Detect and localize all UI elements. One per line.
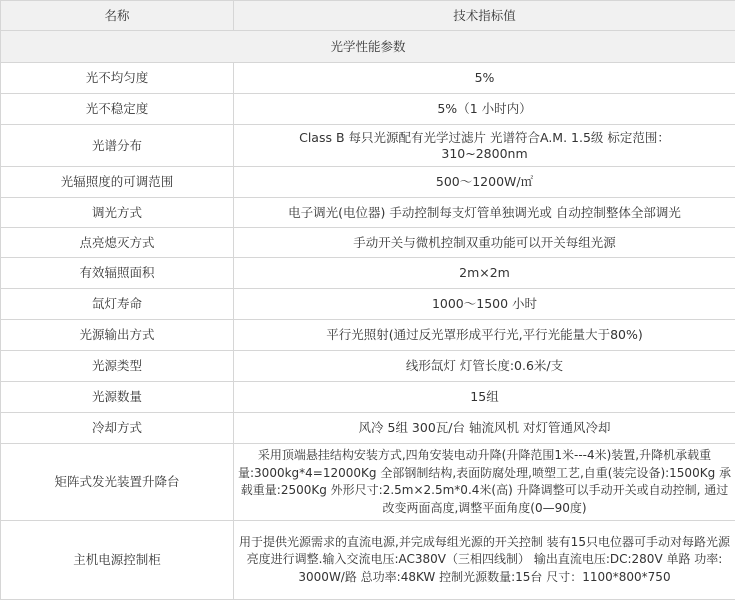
table-row bbox=[1, 167, 735, 198]
row-value: 用于提供光源需求的直流电源,并完成每组光源的开关控制 装有15只电位器可手动对每路光源亮度进行调整.输入交流电压:AC380V（三相四线制） 输出直流电压:DC:280V 单路 功率: 3000W/路 总功率:48KW 控制光源数量:15台 尺寸：1100*800*750 bbox=[234, 521, 735, 600]
row-value: 500～1200W/㎡ bbox=[234, 167, 735, 198]
table-row bbox=[1, 521, 735, 600]
row-name: 冷却方式 bbox=[1, 413, 234, 444]
table-row bbox=[1, 63, 735, 94]
row-name: 光源类型 bbox=[1, 351, 234, 382]
row-value: 1000～1500 小时 bbox=[234, 289, 735, 320]
header-value: 技术指标值 bbox=[234, 1, 735, 31]
table-row bbox=[1, 258, 735, 289]
row-name: 光源输出方式 bbox=[1, 320, 234, 351]
row-name: 调光方式 bbox=[1, 198, 234, 228]
table-row bbox=[1, 289, 735, 320]
row-name: 光辐照度的可调范围 bbox=[1, 167, 234, 198]
row-value: 5%（1 小时内） bbox=[234, 94, 735, 125]
row-name: 光源数量 bbox=[1, 382, 234, 413]
row-value: 2m×2m bbox=[234, 258, 735, 289]
row-value: 5% bbox=[234, 63, 735, 94]
table-row bbox=[1, 198, 735, 228]
row-name: 点亮熄灭方式 bbox=[1, 228, 234, 258]
row-value: 风冷 5组 300瓦/台 轴流风机 对灯管通风冷却 bbox=[234, 413, 735, 444]
row-value: Class B 每只光源配有光学过滤片 光谱符合A.M. 1.5级 标定范围：310~2800nm bbox=[234, 125, 735, 167]
header-name: 名称 bbox=[1, 1, 234, 31]
table-row bbox=[1, 228, 735, 258]
row-name: 有效辐照面积 bbox=[1, 258, 234, 289]
table-row bbox=[1, 382, 735, 413]
table-row bbox=[1, 94, 735, 125]
table-row bbox=[1, 413, 735, 444]
row-name: 光谱分布 bbox=[1, 125, 234, 167]
table-row bbox=[1, 351, 735, 382]
row-name: 矩阵式发光装置升降台 bbox=[1, 444, 234, 521]
section-title: 光学性能参数 bbox=[1, 31, 735, 63]
section-row bbox=[1, 31, 735, 63]
row-name: 光不稳定度 bbox=[1, 94, 234, 125]
row-value: 手动开关与微机控制双重功能可以开关每组光源 bbox=[234, 228, 735, 258]
row-value: 15组 bbox=[234, 382, 735, 413]
row-name: 光不均匀度 bbox=[1, 63, 234, 94]
row-value: 电子调光(电位器) 手动控制每支灯管单独调光或 自动控制整体全部调光 bbox=[234, 198, 735, 228]
table-row bbox=[1, 125, 735, 167]
row-name: 主机电源控制柜 bbox=[1, 521, 234, 600]
row-value: 平行光照射(通过反光罩形成平行光,平行光能量大于80%) bbox=[234, 320, 735, 351]
row-name: 氙灯寿命 bbox=[1, 289, 234, 320]
table-row bbox=[1, 444, 735, 521]
row-value: 线形氙灯 灯管长度:0.6米/支 bbox=[234, 351, 735, 382]
table-header-row bbox=[1, 1, 735, 31]
table-row bbox=[1, 320, 735, 351]
row-value: 采用顶端悬挂结构安装方式,四角安装电动升降(升降范围1米---4米)装置,升降机承载重量:3000kg*4=12000Kg 全部钢制结构,表面防腐处理,喷塑工艺,自重(装完设备):1500Kg 承载重量:2500Kg 外形尺寸:2.5m×2.5m*0.4米(高) 升降调整可以手动开关或自动控制, 通过改变两面高度,调整平面角度(0—90度) bbox=[234, 444, 735, 521]
